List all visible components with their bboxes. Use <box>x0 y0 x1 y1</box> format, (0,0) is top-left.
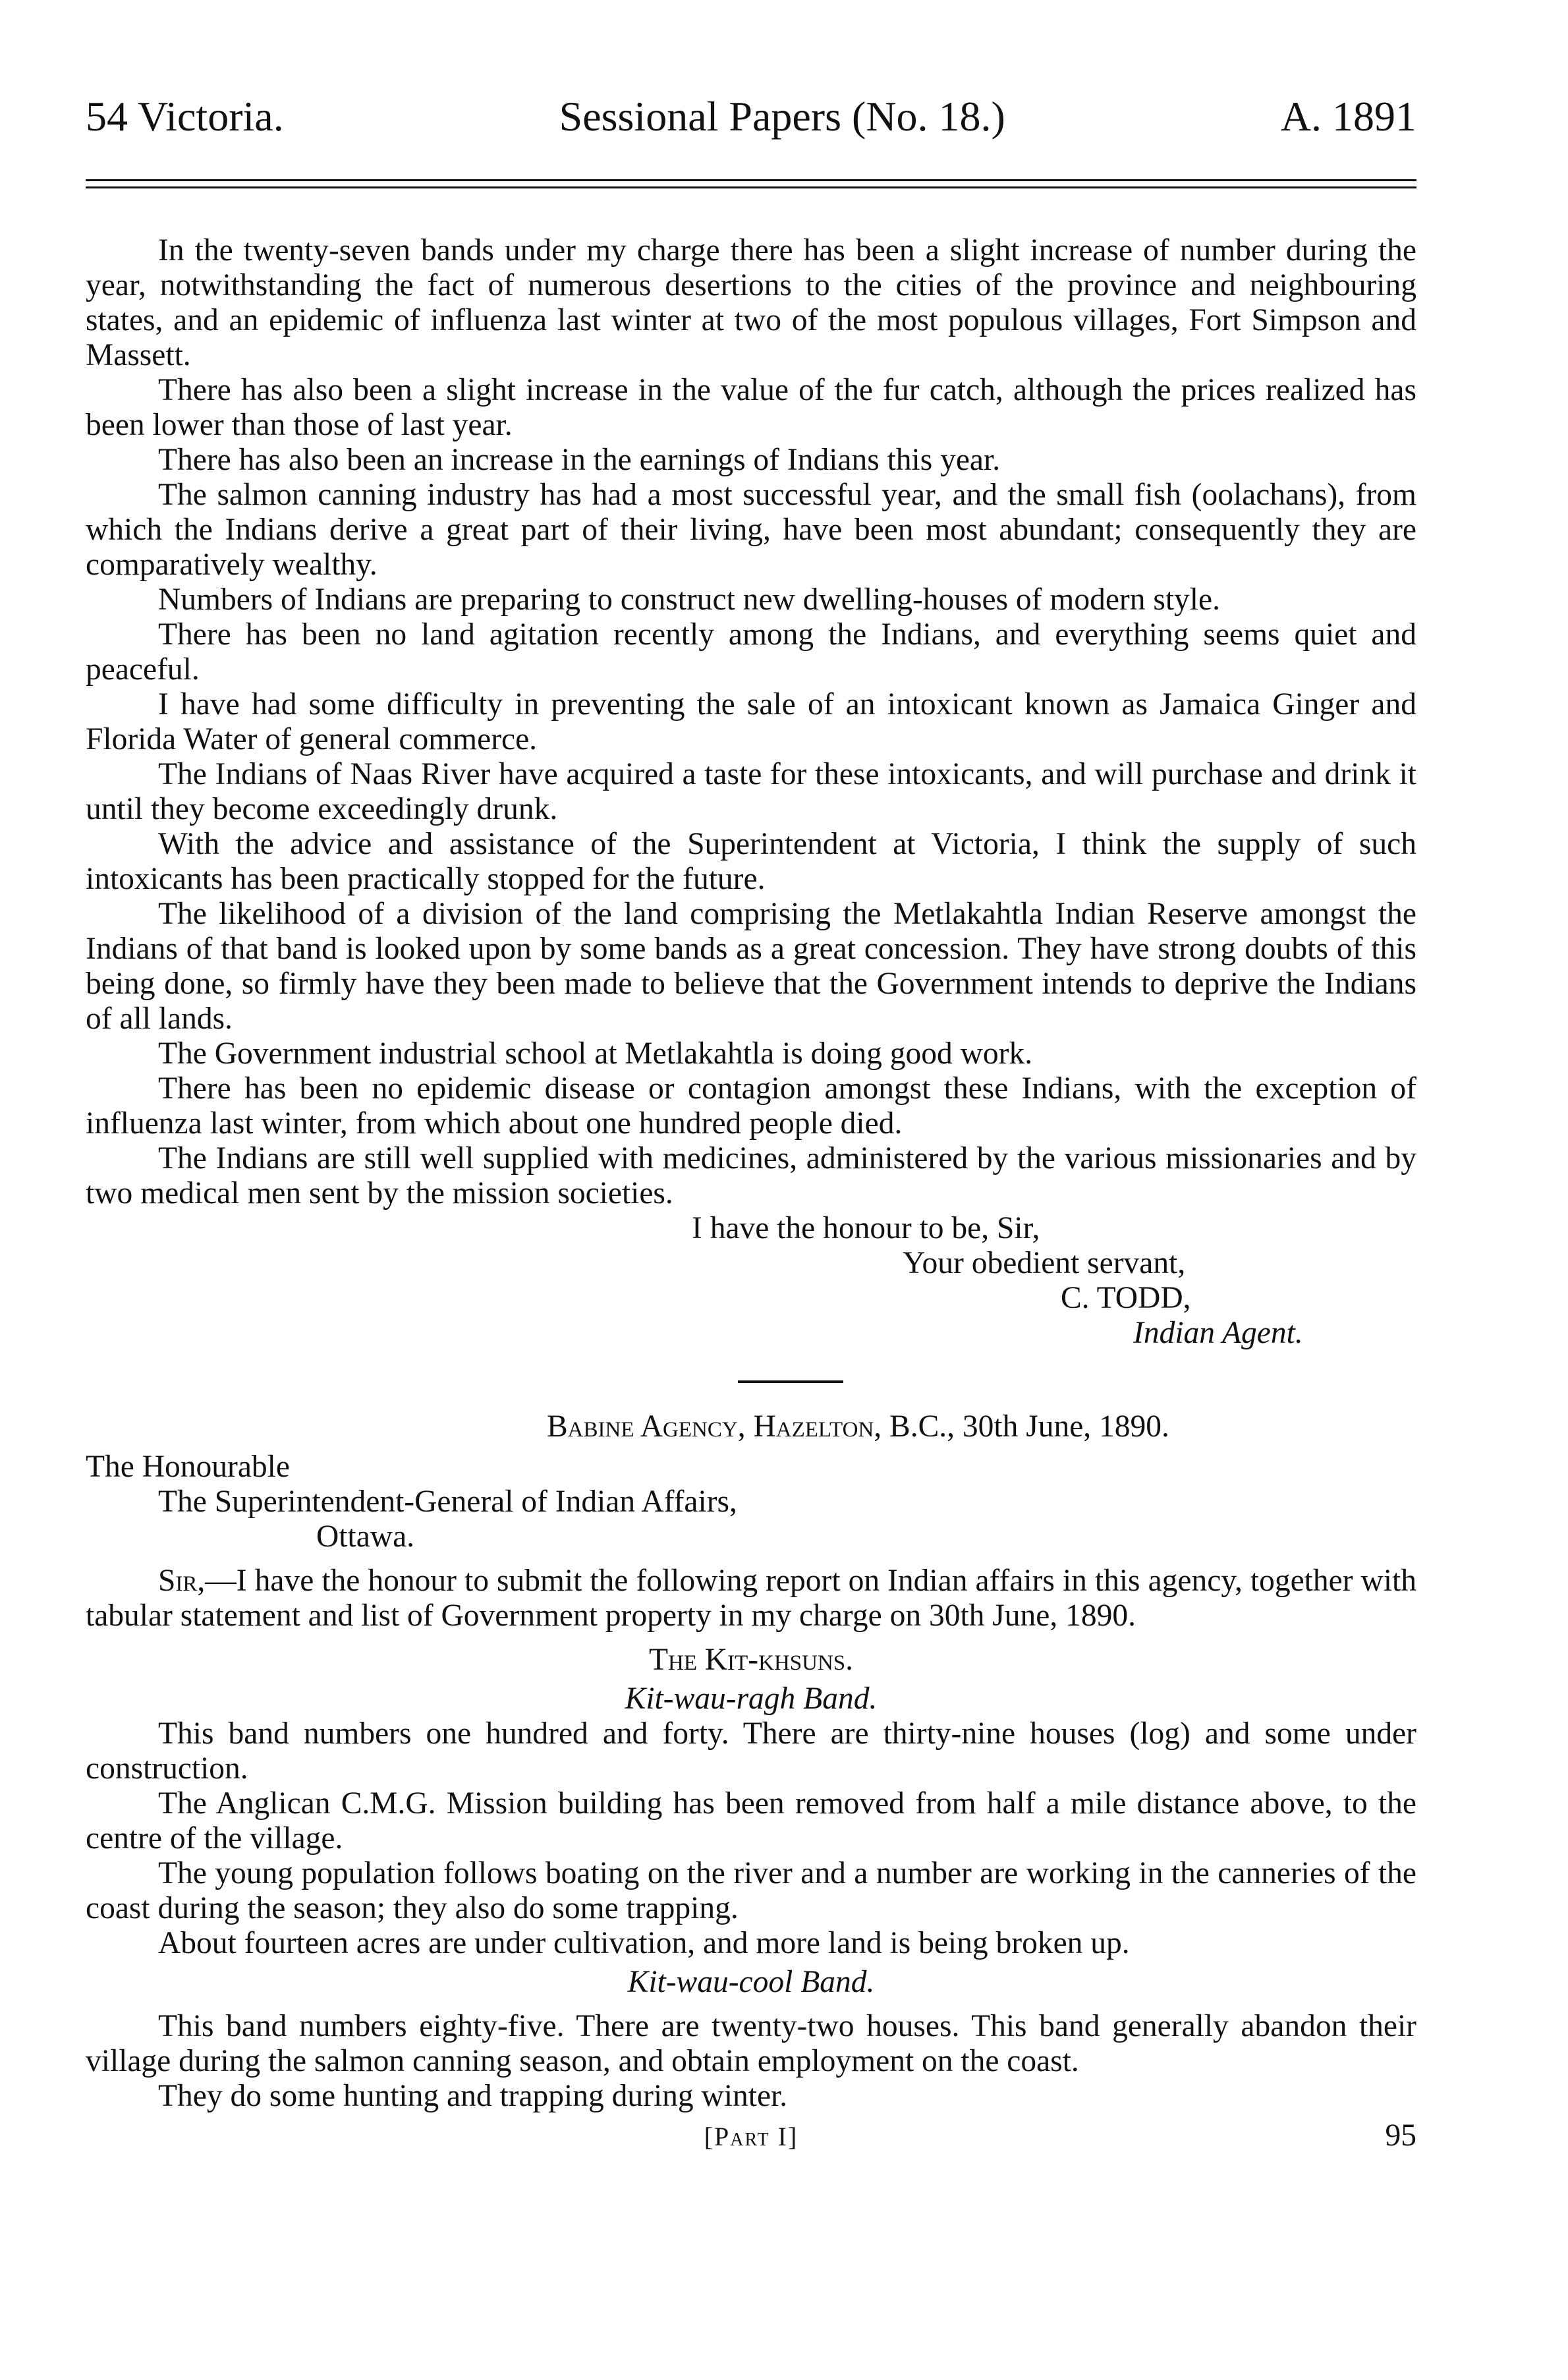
salutation-text: —I have the honour to submit the following report on Indian affairs in this agency, together with tabular statement and list of Government property in my charge on 30th June, 1890. <box>86 1564 1416 1633</box>
paragraph: With the advice and assistance of the Superintendent at Victoria, I think the supply of such intoxicants has been practically stopped for the future. <box>86 827 1416 896</box>
address-line: The Honourable <box>86 1450 290 1484</box>
paragraph: There has been no land agitation recently among the Indians, and everything seems quiet and peaceful. <box>86 617 1416 687</box>
paragraph: They do some hunting and trapping during winter. <box>158 2079 788 2113</box>
salutation-paragraph <box>86 1564 1416 1633</box>
dateline <box>547 1409 1416 1444</box>
salutation-sir: Sir, <box>158 1564 206 1598</box>
section-divider <box>738 1380 843 1383</box>
paragraph: The young population follows boating on the river and a number are working in the canneries of the coast during the season; they also do some trapping. <box>86 1856 1416 1925</box>
paragraph: This band numbers one hundred and forty. There are thirty-nine houses (log) and some under construction. <box>86 1716 1416 1786</box>
section-heading: The Kit-khsuns. <box>648 1643 854 1677</box>
band-heading: Kit-wau-cool Band. <box>627 1965 875 1999</box>
signature-title: Indian Agent. <box>1133 1316 1303 1350</box>
paragraph: Numbers of Indians are preparing to construct new dwelling-houses of modern style. <box>158 582 1220 617</box>
page-number: 95 <box>1385 2118 1416 2153</box>
part-marker <box>86 2118 1416 2153</box>
paragraph: There has also been an increase in the earnings of Indians this year. <box>158 443 1001 477</box>
report-body <box>86 233 1416 2114</box>
letter-closing <box>86 1211 1416 1351</box>
header-title: Sessional Papers (No. 18.) <box>559 93 1005 140</box>
paragraph: There has also been a slight increase in the value of the fur catch, although the prices realized has been lower than those of last year. <box>86 373 1416 442</box>
closing-line: I have the honour to be, Sir, <box>692 1211 1040 1245</box>
paragraph: The likelihood of a division of the land comprising the Metlakahtla Indian Reserve amongst the Indians of that band is looked upon by some bands as a great concession. They have strong doubts of this being done, so firmly have they been made to believe that the Government intends to deprive the Indians of all lands. <box>86 897 1416 1036</box>
paragraph: The Indians of Naas River have acquired a taste for these intoxicants, and will purchase and drink it until they become exceedingly drunk. <box>86 757 1416 826</box>
paragraph: The salmon canning industry has had a most successful year, and the small fish (oolachans), from which the Indians derive a great part of their living, have been most abundant; consequently they are comparatively wealthy. <box>86 478 1416 582</box>
band-heading: Kit-wau-ragh Band. <box>625 1682 878 1716</box>
page-footer <box>86 2118 1416 2157</box>
signature-name: C. TODD, <box>1061 1281 1191 1315</box>
header-double-rule <box>86 179 1416 188</box>
header-year: A. 1891 <box>1280 93 1416 140</box>
header-session: 54 Victoria. <box>86 93 284 140</box>
address-block <box>86 1450 1416 1554</box>
address-line: The Superintendent-General of Indian Affairs, <box>158 1485 737 1519</box>
closing-servant: Your obedient servant, <box>903 1246 1186 1280</box>
paragraph: In the twenty-seven bands under my charge there has been a slight increase of number during the year, notwithstanding the fact of numerous desertions to the cities of the province and neighbouring states, and an epidemic of influenza last winter at two of the most populous villages, Fort Simpson and Massett. <box>86 233 1416 372</box>
paragraph: This band numbers eighty-five. There are twenty-two houses. This band generally abandon their village during the salmon canning season, and obtain employment on the coast. <box>86 2009 1416 2078</box>
paragraph: The Government industrial school at Metlakahtla is doing good work. <box>158 1036 1033 1071</box>
paragraph: About fourteen acres are under cultivation, and more land is being broken up. <box>158 1926 1130 1960</box>
page-header <box>86 92 1416 152</box>
address-line: Ottawa. <box>316 1519 415 1554</box>
document-page <box>86 92 1416 2346</box>
paragraph: The Anglican C.M.G. Mission building has been removed from half a mile distance above, to the centre of the village. <box>86 1786 1416 1856</box>
dateline-place: Babine Agency, Hazelton, <box>547 1409 882 1444</box>
paragraph: There has been no epidemic disease or contagion amongst these Indians, with the exception of influenza last winter, from which about one hundred people died. <box>86 1071 1416 1141</box>
paragraph: The Indians are still well supplied with medicines, administered by the various missionaries and by two medical men sent by the mission societies. <box>86 1141 1416 1210</box>
dateline-date: B.C., 30th June, 1890. <box>889 1409 1169 1444</box>
paragraph: I have had some difficulty in preventing the sale of an intoxicant known as Jamaica Ginger and Florida Water of general commerce. <box>86 687 1416 756</box>
part-label: [Part I] <box>704 2122 798 2151</box>
